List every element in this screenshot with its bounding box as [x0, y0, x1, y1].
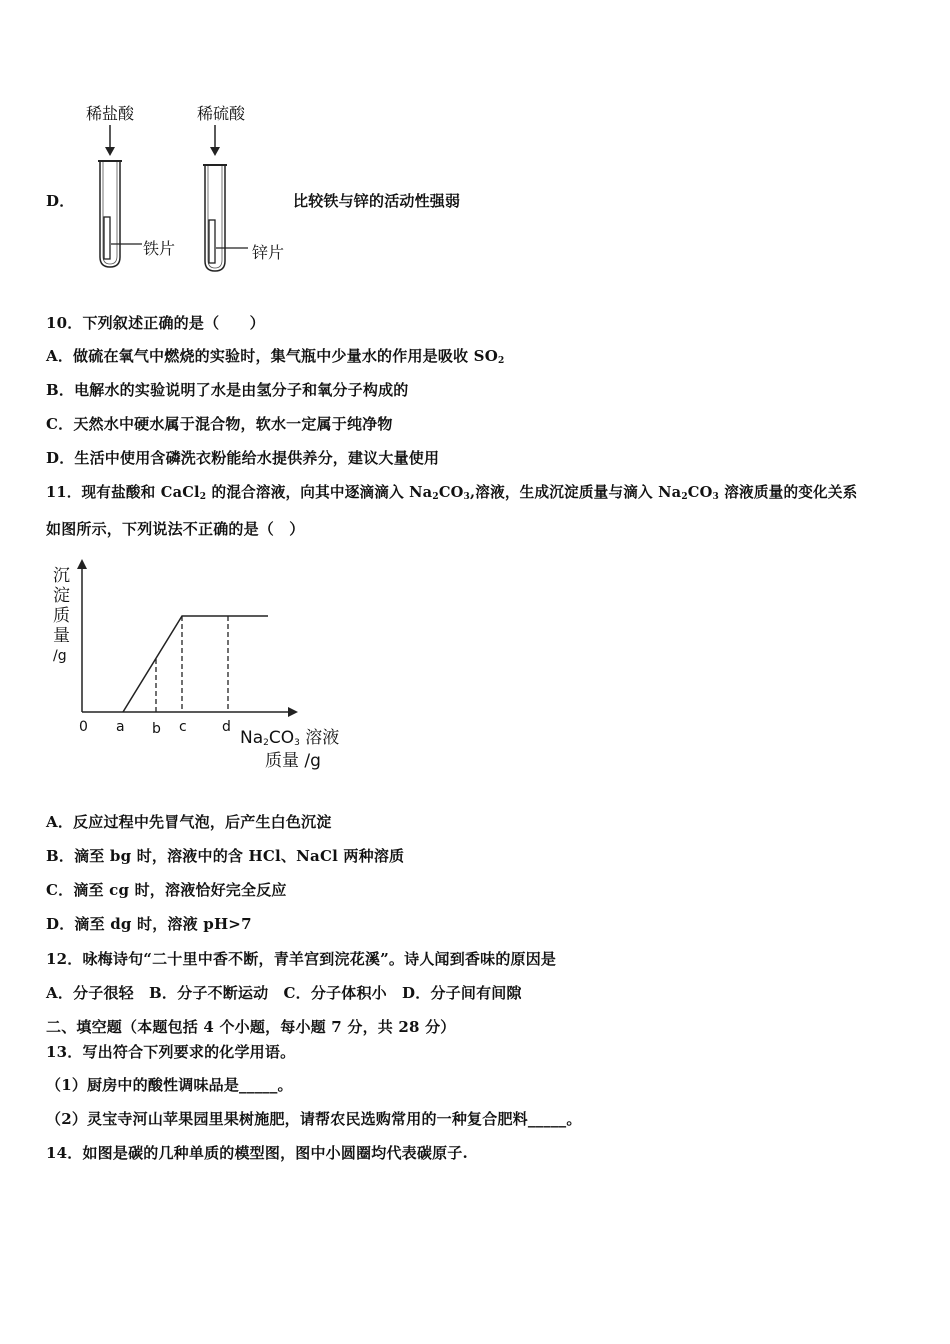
chart-tick-b: b	[152, 721, 161, 737]
chart-x-label-co: CO	[268, 728, 295, 748]
q11-stem-sub2: 2	[432, 492, 439, 502]
q11-stem-sub1: 2	[199, 492, 207, 502]
test-tube-2	[203, 165, 248, 271]
chart-y-char-2: 淀	[53, 586, 70, 606]
q13-part1: （1）厨房中的酸性调味品是_____。	[46, 1076, 293, 1094]
q12-options: A．分子很轻 B．分子不断运动 C．分子体积小 D．分子间有间隙	[46, 984, 522, 1002]
q11-stem-sub3: 3	[463, 492, 471, 502]
tube2-metal-label: 锌片	[252, 243, 285, 262]
q12-stem: 12．咏梅诗句“二十里中香不断，青羊宫到浣花溪”。诗人闻到香味的原因是	[46, 950, 557, 968]
q11-stem-part1: 11．现有盐酸和 CaCl	[46, 484, 200, 501]
test-tube-1	[98, 161, 142, 267]
q11-option-a: A．反应过程中先冒气泡，后产生白色沉淀	[46, 813, 332, 831]
q10-option-b: B．电解水的实验说明了水是由氢分子和氧分子构成的	[46, 381, 409, 399]
chart-x-label-sub3: 3	[294, 738, 300, 748]
chart-y-unit: /g	[53, 648, 67, 664]
zinc-strip	[209, 220, 215, 263]
q10-stem: 10．下列叙述正确的是（ ）	[46, 314, 265, 332]
tube1-reagent-label: 稀盐酸	[86, 104, 135, 123]
q9-option-d-label: D．	[46, 192, 75, 210]
tube2-reagent-label: 稀硫酸	[197, 104, 246, 123]
chart-x-label-line1	[240, 723, 339, 748]
q13-stem: 13．写出符合下列要求的化学用语。	[46, 1043, 296, 1061]
q11-stem-line1	[46, 481, 857, 502]
q11-option-d: D．滴至 dg 时，溶液 pH>7	[46, 915, 252, 933]
q9-option-d-description: 比较铁与锌的活动性强弱	[293, 192, 461, 210]
q10-option-c: C．天然水中硬水属于混合物，软水一定属于纯净物	[46, 415, 393, 433]
q11-stem-sub4: 2	[681, 492, 688, 502]
q10-option-a-text: A．做硫在氧气中燃烧的实验时，集气瓶中少量水的作用是吸收 SO	[46, 347, 498, 365]
chart-x-label-na: Na	[240, 728, 264, 748]
chart-tick-0: 0	[79, 719, 88, 735]
q11-stem-part2: 的混合溶液，向其中逐滴滴入 Na	[206, 484, 433, 501]
chart-tick-a: a	[116, 719, 125, 735]
chart-x-arrow	[288, 707, 298, 717]
tube1-metal-label: 铁片	[143, 239, 176, 258]
tube1-arrowhead	[105, 147, 115, 156]
q11-option-b: B．滴至 bg 时，溶液中的含 HCl、NaCl 两种溶质	[46, 847, 405, 865]
chart-y-char-3: 质	[53, 606, 70, 626]
q11-stem-sub5: 3	[712, 492, 719, 502]
chart-y-char-1: 沉	[53, 566, 70, 586]
q11-stem-part3: CO	[438, 484, 464, 501]
q11-stem-part4: ,溶液，生成沉淀质量与滴入 Na	[470, 484, 682, 501]
precipitate-chart	[60, 555, 310, 725]
chart-y-char-4: 量	[53, 626, 70, 646]
chart-x-label-line2: 质量 /g	[265, 751, 321, 771]
section2-title: 二、填空题（本题包括 4 个小题，每小题 7 分，共 28 分）	[46, 1018, 456, 1036]
iron-strip	[104, 217, 110, 259]
chart-y-arrow	[77, 559, 87, 569]
chart-series-line	[123, 616, 268, 712]
q10-option-a-subscript: 2	[497, 356, 505, 366]
chart-tick-c: c	[179, 719, 187, 735]
q13-part2: （2）灵宝寺河山苹果园里果树施肥，请帮农民选购常用的一种复合肥料_____。	[46, 1110, 582, 1128]
chart-x-label-sub2: 2	[263, 738, 269, 748]
q11-stem-line2: 如图所示，下列说法不正确的是（ ）	[46, 520, 305, 538]
test-tubes-diagram	[80, 125, 280, 275]
q10-option-a	[46, 345, 504, 366]
q11-option-c: C．滴至 cg 时，溶液恰好完全反应	[46, 881, 287, 899]
q11-stem-part6: 溶液质量的变化关系	[718, 484, 858, 501]
q10-option-d: D．生活中使用含磷洗衣粉能给水提供养分，建议大量使用	[46, 449, 440, 467]
q14-stem: 14．如图是碳的几种单质的模型图，图中小圆圈均代表碳原子.	[46, 1144, 468, 1162]
chart-x-label-rest: 溶液	[299, 728, 340, 748]
tube2-arrowhead	[210, 147, 220, 156]
q11-stem-part5: CO	[687, 484, 713, 501]
chart-tick-d: d	[222, 719, 231, 735]
